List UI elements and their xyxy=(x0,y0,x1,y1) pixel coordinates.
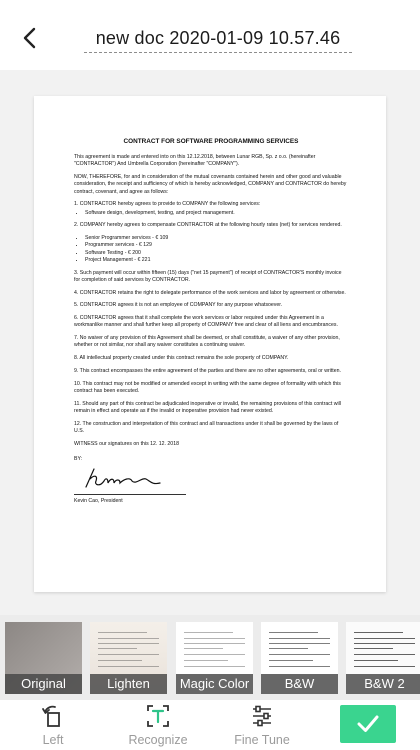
filter-bw2[interactable] xyxy=(346,622,420,694)
document-preview-area xyxy=(0,70,420,615)
filter-magic-color[interactable] xyxy=(176,622,253,694)
contract-title: CONTRACT FOR SOFTWARE PROGRAMMING SERVICES xyxy=(123,138,299,145)
sliders-icon xyxy=(250,704,274,728)
list-item: • Programmer services - € 129 xyxy=(85,242,348,249)
contract-paragraph: 11. Should any part of this contract be adjudicated inoperative or invalid, the remaining provisions of this contract will remain in effect and operate as if the invalid or inoperative provision had never existed. xyxy=(74,400,341,414)
checkmark-icon xyxy=(357,714,379,734)
confirm-button[interactable] xyxy=(340,705,396,743)
contract-paragraph: 2. COMPANY hereby agrees to compensate CONTRACTOR at the following hourly rates (net) for services rendered. xyxy=(74,222,342,229)
contract-paragraph: NOW, THEREFORE, for and in consideration of the mutual covenants contained herein and other good and valuable consideration, the receipt and sufficiency of which is hereby acknowledged, COMPANY and CONTRACTOR do hereby contract, covenant, and agree as follows: xyxy=(74,174,347,195)
contract-paragraph: 9. This contract encompasses the entire agreement of the parties and there are no other agreements, oral or written. xyxy=(74,368,341,374)
fine-tune-button[interactable] xyxy=(222,704,302,747)
document-title[interactable]: new doc 2020-01-09 10.57.46 xyxy=(84,28,352,53)
list-item: • Project Management - € 221 xyxy=(85,257,348,264)
services-list xyxy=(85,210,348,217)
filter-label: Lighten xyxy=(90,674,167,694)
filter-label: Original xyxy=(5,674,82,694)
rotate-left-icon xyxy=(41,704,65,728)
signature-line xyxy=(74,463,186,495)
recognize-label: Recognize xyxy=(128,733,188,747)
contract-paragraph: 4. CONTRACTOR retains the right to delegate performance of the work services and labor by agreement or otherwise. xyxy=(74,289,346,296)
contract-paragraph: 7. No waiver of any provision of this Agreement shall be deemed, or shall constitute, a waiver of any other provision, whether or not similar, nor shall any waiver constitutes a continuing waiver. xyxy=(74,335,340,349)
filter-bw[interactable] xyxy=(261,622,338,694)
filter-label: B&W xyxy=(261,674,338,694)
contract-paragraph: 6. CONTRACTOR agrees that it shall complete the work services or labor required under this Agreement in a workmanlike manner and shall further keep all property of COMPANY free and clear of all liens and encumbrances. xyxy=(74,315,338,329)
filter-label: B&W 2 xyxy=(346,674,420,694)
list-item: • Senior Programmer services - € 109 xyxy=(85,235,348,242)
by-label: BY: xyxy=(74,456,83,462)
recognize-button[interactable] xyxy=(118,704,198,747)
contract-paragraph: 1. CONTRACTOR hereby agrees to provide to COMPANY the following services: xyxy=(74,201,261,208)
fine-tune-label: Fine Tune xyxy=(234,733,290,747)
signer-name: Kevin Cao, President xyxy=(74,498,123,505)
list-item: • Software Testing - € 200 xyxy=(85,250,348,257)
rates-list xyxy=(85,235,348,264)
filter-lighten[interactable] xyxy=(90,622,167,694)
filter-original[interactable] xyxy=(5,622,82,694)
filter-strip xyxy=(0,615,420,700)
document-page xyxy=(34,96,386,592)
contract-paragraph: 10. This contract may not be modified or amended except in writing with the same degree of formality with which this contract has been executed. xyxy=(74,380,341,394)
filter-label: Magic Color xyxy=(176,674,253,694)
contract-paragraph: This agreement is made and entered into on this 12.12.2018, between Lunar RGB, Sp. z o.o. (hereinafter "CONTRACTOR") And Umbrella Corporation (hereinafter "COMPANY"). xyxy=(74,154,316,168)
handwritten-signature-icon xyxy=(80,465,170,493)
signature-block xyxy=(74,456,348,505)
contract-paragraph: 12. The construction and interpretation of this contract and all transactions under it shall be governed by the laws of U.S. xyxy=(74,420,339,434)
back-arrow-icon[interactable] xyxy=(18,26,42,50)
contract-paragraph: 3. Such payment will occur within fifteen (15) days ("net 15 payment") of receipt of CONTRACTOR'S monthly invoice for completion of said services by CONTRACTOR. xyxy=(74,269,342,283)
contract-paragraph: 8. All intellectual property created under this contract remains the sole property of COMPANY. xyxy=(74,355,289,362)
list-item: • Software design, development, testing, and project management. xyxy=(85,210,348,217)
contract-paragraph: WITNESS our signatures on this 12. 12. 2018 xyxy=(74,440,179,447)
ocr-text-icon xyxy=(146,704,170,728)
rotate-left-label: Left xyxy=(42,733,64,747)
top-bar xyxy=(0,0,420,70)
contract-paragraph: 5. CONTRACTOR agrees it is not an employee of COMPANY for any purpose whatsoever. xyxy=(74,302,283,309)
rotate-left-button[interactable] xyxy=(13,704,93,747)
